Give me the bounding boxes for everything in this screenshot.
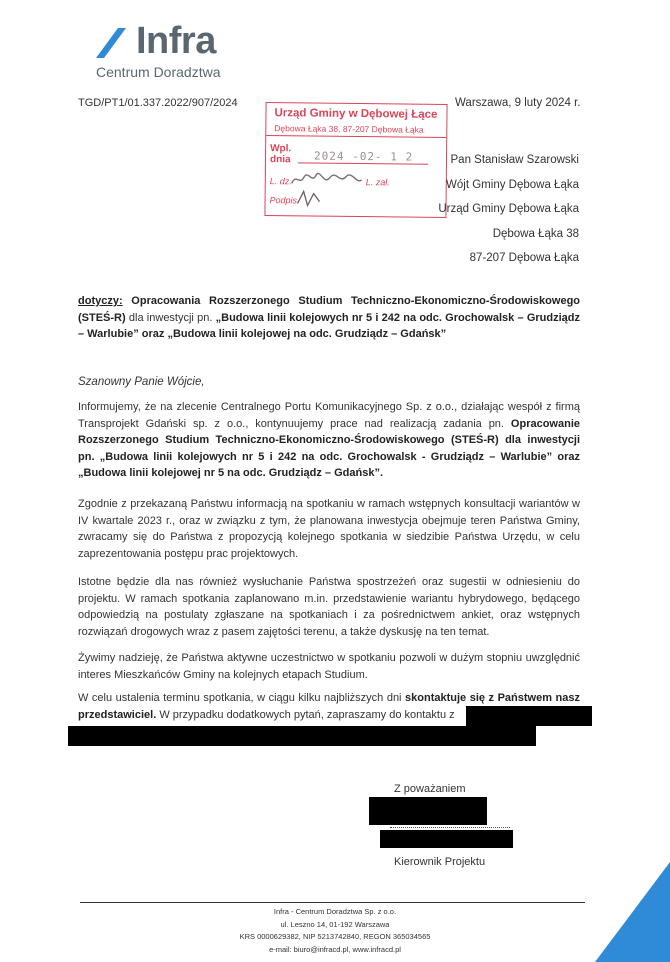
stamp-address: Dębowa Łąka 38, 87-207 Dębowa Łąka — [274, 123, 424, 135]
footer-divider — [80, 902, 585, 903]
paragraph-3: Istotne będzie dla nas również wysłuchanie Państwa spostrzeżeń oraz sugestii w odniesieniu do projektu. W ramach spotkania zaplanowano m.in. przedstawienie wariantu hybrydowego, będącego odpowiedzią na postulaty zgłaszane na spotkaniach i za pośrednictwem ankiet, oraz wstępnych rozwiązań drogowych wraz z pasem zajętości terenu, a także dyskusję na ten temat. — [78, 576, 580, 638]
logo-brand: Infra — [136, 20, 216, 62]
paragraph-1 — [78, 399, 580, 482]
closing-regards: Z poważaniem — [394, 783, 466, 795]
stamp-signature-scribble — [296, 189, 326, 207]
company-logo — [96, 20, 256, 80]
recipient-line: Pan Stanisław Szarowski — [450, 154, 579, 166]
stamp-received-label — [270, 143, 291, 165]
logo-subtitle: Centrum Doradztwa — [96, 64, 221, 80]
recipient-line: Dębowa Łąka 38 — [492, 227, 579, 240]
stamp-zal-label: L. zał. — [365, 177, 390, 188]
stamp-dnia-label: dnia — [269, 154, 291, 166]
subject-title: Opracowania Rozszerzonego Studium Techniczno-Ekonomiczno-Środowiskowego (STEŚ-R) — [78, 295, 581, 324]
letter-date: Warszawa, 9 luty 2024 r. — [455, 97, 581, 109]
redacted-name — [380, 830, 513, 848]
greeting: Szanowny Panie Wójcie, — [78, 376, 205, 388]
subject-connector: dla inwestycji pn. — [125, 311, 216, 324]
recipient-line: Wójt Gminy Dębowa Łąka — [446, 178, 579, 191]
redacted-signature — [369, 797, 487, 825]
corner-accent-icon — [595, 862, 670, 962]
stamp-title: Urząd Gminy w Dębowej Łące — [274, 107, 438, 121]
signer-role: Kierownik Projektu — [394, 856, 486, 868]
paragraph-5-contact: W przypadku dodatkowych pytań, zapraszamy do kontaktu z — [156, 708, 455, 721]
registry-stamp — [264, 102, 447, 218]
redaction-bar — [466, 706, 592, 726]
footer-line: KRS 0000629382, NIP 5213742840, REGON 365034565 — [239, 932, 431, 941]
paragraph-5-bold: skontaktuje się z Państwem nasz przedstawiciel. — [78, 692, 580, 721]
footer-line: ul. Leszno 14, 01-192 Warszawa — [280, 919, 390, 929]
recipient-line: 87-207 Dębowa Łąka — [469, 252, 579, 264]
subject-investments: „Budowa linii kolejowych nr 5 i 242 na odc. Grochowalsk – Grudziądz – Warlubie” oraz „Budowa linii kolejowej na odc. Grudziądz – Gdańsk” — [78, 311, 580, 340]
recipient-block — [438, 148, 579, 271]
recipient-line: Urząd Gminy Dębowa Łąka — [438, 203, 579, 215]
paragraph-4: Żywimy nadzieję, że Państwa aktywne uczestnictwo w spotkaniu pozwoli w dużym stopniu uwzględnić interes Mieszkańców Gminy na kolejnych etapach Studium. — [78, 652, 580, 681]
stamp-date-handwritten: 2024 -02- 1 2 — [313, 149, 414, 164]
stamp-podpis-label: Podpis — [269, 195, 298, 206]
reference-number: TGD/PT1/01.337.2022/907/2024 — [78, 97, 238, 109]
footer-line: e-mail: biuro@infracd.pl, www.infracd.pl — [269, 944, 401, 954]
footer-line: Infra - Centrum Doradztwa Sp. z o.o. — [273, 907, 397, 916]
paragraph-1-bold: Opracowanie Rozszerzonego Studium Techniczno-Ekonomiczno-Środowiskowego (STEŚ-R) dla inwestycji pn. „Budowa linii kolejowych nr 5 i 242 na odc. Grochowalsk - Grudziądz – Warlubie” oraz „Budowa linii kolejowej nr 5 na odc. Grudziądz – Gdańsk”. — [78, 417, 580, 479]
stamp-divider — [266, 135, 446, 138]
paragraph-2: Zgodnie z przekazaną Państwu informacją na spotkaniu w ramach wstępnych konsultacji wariantów w IV kwartale 2023 r., oraz w związku z tym, że planowana inwestycja obejmuje teren Państwa Gminy, zwracamy się do Państwa z propozycją kolejnego spotkania w siedzibie Państwa Urzędu, w celu zaprezentowania postępu prac projektowych. — [78, 498, 580, 560]
stamp-wpl-label: Wpl. — [270, 143, 292, 155]
redaction-bar — [68, 726, 536, 746]
logo-slash-icon — [96, 28, 132, 58]
signature-dotted-line — [390, 825, 510, 828]
paragraph-5-text: W celu ustalenia terminu spotkania, w ciągu kilku najbliższych dni — [78, 692, 406, 704]
handwritten-number-scribble — [290, 171, 364, 188]
paragraph-1-text: Informujemy, że na zlecenie Centralnego Portu Komunikacyjnego Sp. z o.o., działając wespół z firmą Transprojekt Gdański sp. z o.o., kontynuujemy prace nad realizacją zadania pn. — [78, 401, 580, 430]
subject-line — [78, 293, 580, 343]
subject-label: dotyczy: — [78, 295, 123, 307]
stamp-lnum-label: L. dz. — [269, 176, 292, 187]
footer-block — [140, 906, 530, 956]
